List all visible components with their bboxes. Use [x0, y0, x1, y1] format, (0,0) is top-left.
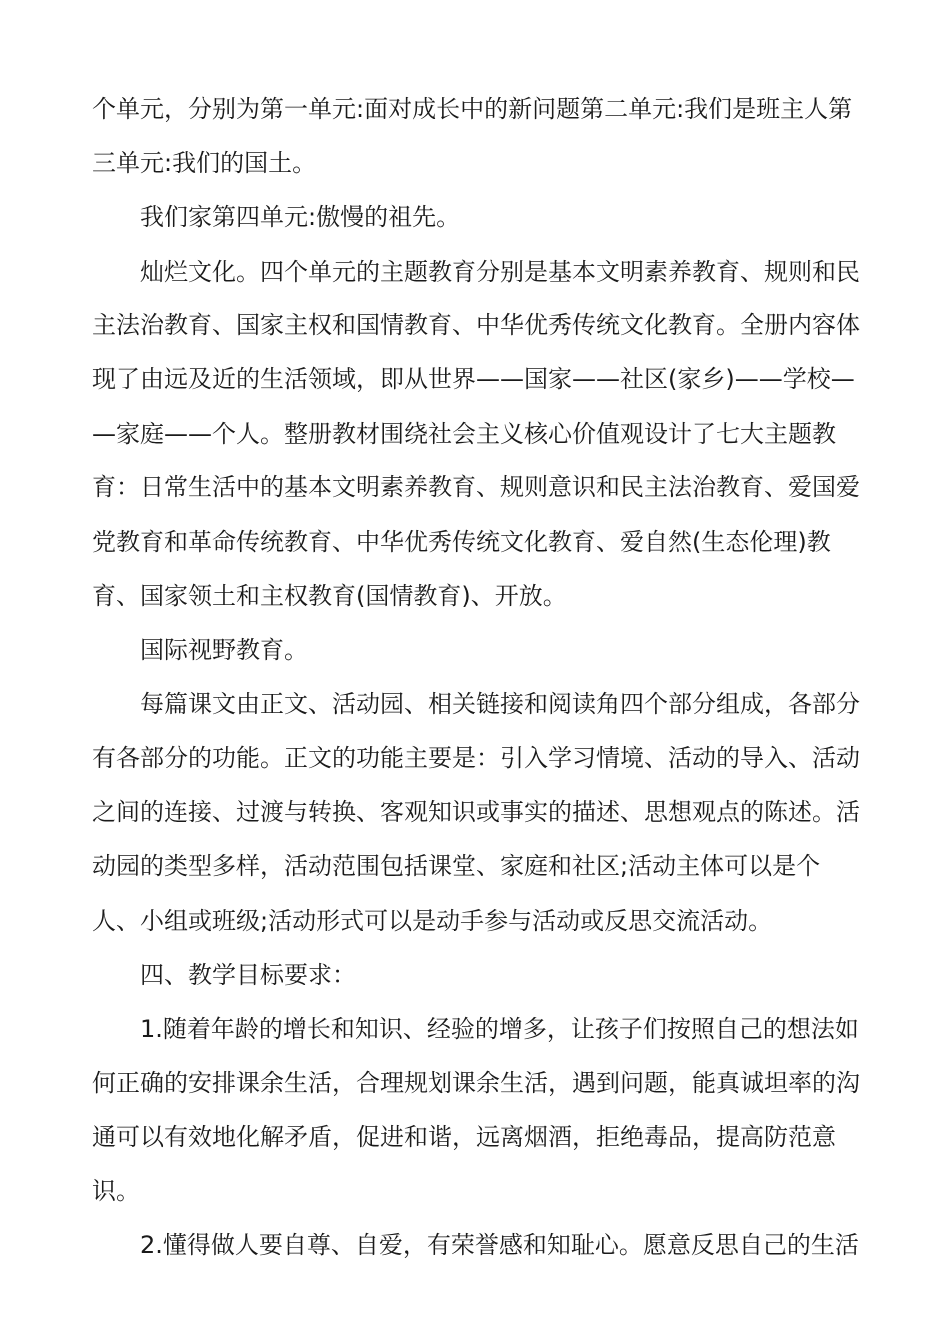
text-line: 1.随着年龄的增长和知识、经验的增多，让孩子们按照自己的想法如: [140, 1015, 859, 1043]
text-line: 现了由远及近的生活领域，即从世界——国家——社区(家乡)——学校—: [92, 365, 855, 393]
text-line: 人、小组或班级;活动形式可以是动手参与活动或反思交流活动。: [92, 907, 773, 935]
text-line: 何正确的安排课余生活，合理规划课余生活，遇到问题，能真诚坦率的沟: [92, 1069, 860, 1097]
text-line: 有各部分的功能。正文的功能主要是：引入学习情境、活动的导入、活动: [92, 744, 860, 772]
text-line: 我们家第四单元:傲慢的祖先。: [140, 203, 461, 231]
text-line: 灿烂文化。四个单元的主题教育分别是基本文明素养教育、规则和民: [140, 258, 860, 286]
text-line: 每篇课文由正文、活动园、相关链接和阅读角四个部分组成，各部分: [140, 690, 860, 718]
text-line: 识。: [92, 1177, 140, 1205]
text-line: 党教育和革命传统教育、中华优秀传统文化教育、爱自然(生态伦理)教: [92, 528, 831, 556]
text-line: 主法治教育、国家主权和国情教育、中华优秀传统文化教育。全册内容体: [92, 311, 860, 339]
text-line: 动园的类型多样，活动范围包括课堂、家庭和社区;活动主体可以是个: [92, 852, 821, 880]
text-line: 之间的连接、过渡与转换、客观知识或事实的描述、思想观点的陈述。活: [92, 798, 860, 826]
text-line: 育：日常生活中的基本文明素养教育、规则意识和民主法治教育、爱国爱: [92, 473, 860, 501]
text-line: 三单元:我们的国土。: [92, 149, 317, 177]
text-line: 四、教学目标要求：: [140, 961, 356, 989]
text-line: —家庭——个人。整册教材围绕社会主义核心价值观设计了七大主题教: [92, 420, 836, 448]
text-line: 个单元，分别为第一单元:面对成长中的新问题第二单元:我们是班主人第: [92, 95, 853, 123]
text-line: 国际视野教育。: [140, 636, 308, 664]
text-line: 2.懂得做人要自尊、自爱，有荣誉感和知耻心。愿意反思自己的生活: [140, 1231, 859, 1259]
text-line: 通可以有效地化解矛盾，促进和谐，远离烟酒，拒绝毒品，提高防范意: [92, 1123, 836, 1151]
text-line: 育、国家领土和主权教育(国情教育)、开放。: [92, 582, 567, 610]
